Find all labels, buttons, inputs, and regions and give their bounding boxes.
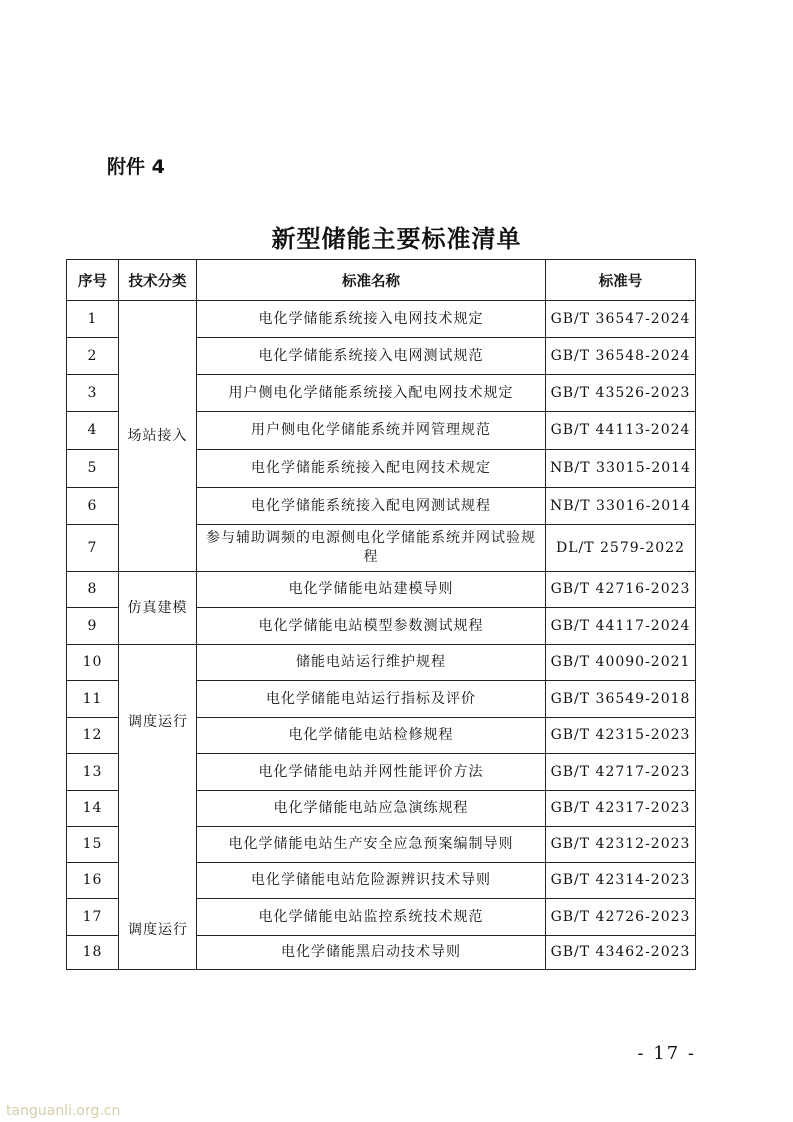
row-name: 电化学储能电站模型参数测试规程 (197, 608, 546, 645)
header-no: 序号 (67, 260, 119, 301)
row-name: 用户侧电化学储能系统并网管理规范 (197, 412, 546, 450)
row-code: GB/T 40090-2021 (546, 645, 696, 681)
row-name: 电化学储能电站建模导则 (197, 572, 546, 608)
row-no: 14 (67, 791, 119, 827)
table-row (67, 301, 696, 338)
document-title: 新型储能主要标准清单 (271, 225, 522, 253)
header-category: 技术分类 (119, 260, 197, 301)
row-code: GB/T 43526-2023 (546, 375, 696, 412)
category-dispatch-label: 调度运行 (128, 714, 188, 730)
category-dispatch-label-repeat: 调度运行 (128, 922, 188, 938)
table-row (67, 645, 696, 681)
row-code: GB/T 42315-2023 (546, 718, 696, 754)
header-code: 标准号 (546, 260, 696, 301)
category-simulation: 仿真建模 (119, 572, 197, 645)
watermark: tanguanli.org.cn (6, 1103, 121, 1119)
row-no: 2 (67, 338, 119, 375)
row-no: 15 (67, 827, 119, 863)
row-no: 3 (67, 375, 119, 412)
category-dispatch (119, 645, 197, 970)
row-code: GB/T 36548-2024 (546, 338, 696, 375)
row-no: 10 (67, 645, 119, 681)
row-no: 9 (67, 608, 119, 645)
standards-table (66, 259, 696, 970)
row-code: GB/T 42726-2023 (546, 899, 696, 936)
category-grid-access: 场站接入 (119, 301, 197, 572)
row-code: GB/T 36549-2018 (546, 681, 696, 718)
row-name: 用户侧电化学储能系统接入配电网技术规定 (197, 375, 546, 412)
row-no: 7 (67, 525, 119, 572)
row-no: 5 (67, 450, 119, 488)
row-name: 电化学储能系统接入电网技术规定 (197, 301, 546, 338)
row-no: 1 (67, 301, 119, 338)
table-header-row (67, 260, 696, 301)
row-code: GB/T 43462-2023 (546, 936, 696, 970)
row-name: 电化学储能电站并网性能评价方法 (197, 754, 546, 791)
row-name: 电化学储能电站检修规程 (197, 718, 546, 754)
row-no: 4 (67, 412, 119, 450)
row-name: 储能电站运行维护规程 (197, 645, 546, 681)
row-name: 电化学储能电站应急演练规程 (197, 791, 546, 827)
row-no: 13 (67, 754, 119, 791)
table-row (67, 572, 696, 608)
row-code: GB/T 36547-2024 (546, 301, 696, 338)
row-no: 16 (67, 863, 119, 899)
row-no: 11 (67, 681, 119, 718)
row-code: GB/T 42716-2023 (546, 572, 696, 608)
row-code: GB/T 42317-2023 (546, 791, 696, 827)
row-no: 12 (67, 718, 119, 754)
row-name: 电化学储能电站监控系统技术规范 (197, 899, 546, 936)
row-name: 电化学储能电站生产安全应急预案编制导则 (197, 827, 546, 863)
row-code: GB/T 44117-2024 (546, 608, 696, 645)
row-code: GB/T 44113-2024 (546, 412, 696, 450)
row-name: 电化学储能电站危险源辨识技术导则 (197, 863, 546, 899)
row-code: NB/T 33015-2014 (546, 450, 696, 488)
row-name: 电化学储能电站运行指标及评价 (197, 681, 546, 718)
row-code: GB/T 42717-2023 (546, 754, 696, 791)
row-name: 电化学储能黑启动技术导则 (197, 936, 546, 970)
row-code: NB/T 33016-2014 (546, 488, 696, 525)
row-code: DL/T 2579-2022 (546, 525, 696, 572)
row-no: 18 (67, 936, 119, 970)
row-name: 电化学储能系统接入电网测试规范 (197, 338, 546, 375)
row-name: 电化学储能系统接入配电网技术规定 (197, 450, 546, 488)
page-number: - 17 - (637, 1043, 696, 1064)
attachment-label: 附件 4 (107, 156, 165, 178)
row-no: 8 (67, 572, 119, 608)
header-name: 标准名称 (197, 260, 546, 301)
row-no: 17 (67, 899, 119, 936)
row-code: GB/T 42314-2023 (546, 863, 696, 899)
row-no: 6 (67, 488, 119, 525)
row-code: GB/T 42312-2023 (546, 827, 696, 863)
row-name: 电化学储能系统接入配电网测试规程 (197, 488, 546, 525)
row-name: 参与辅助调频的电源侧电化学储能系统并网试验规程 (197, 525, 546, 572)
